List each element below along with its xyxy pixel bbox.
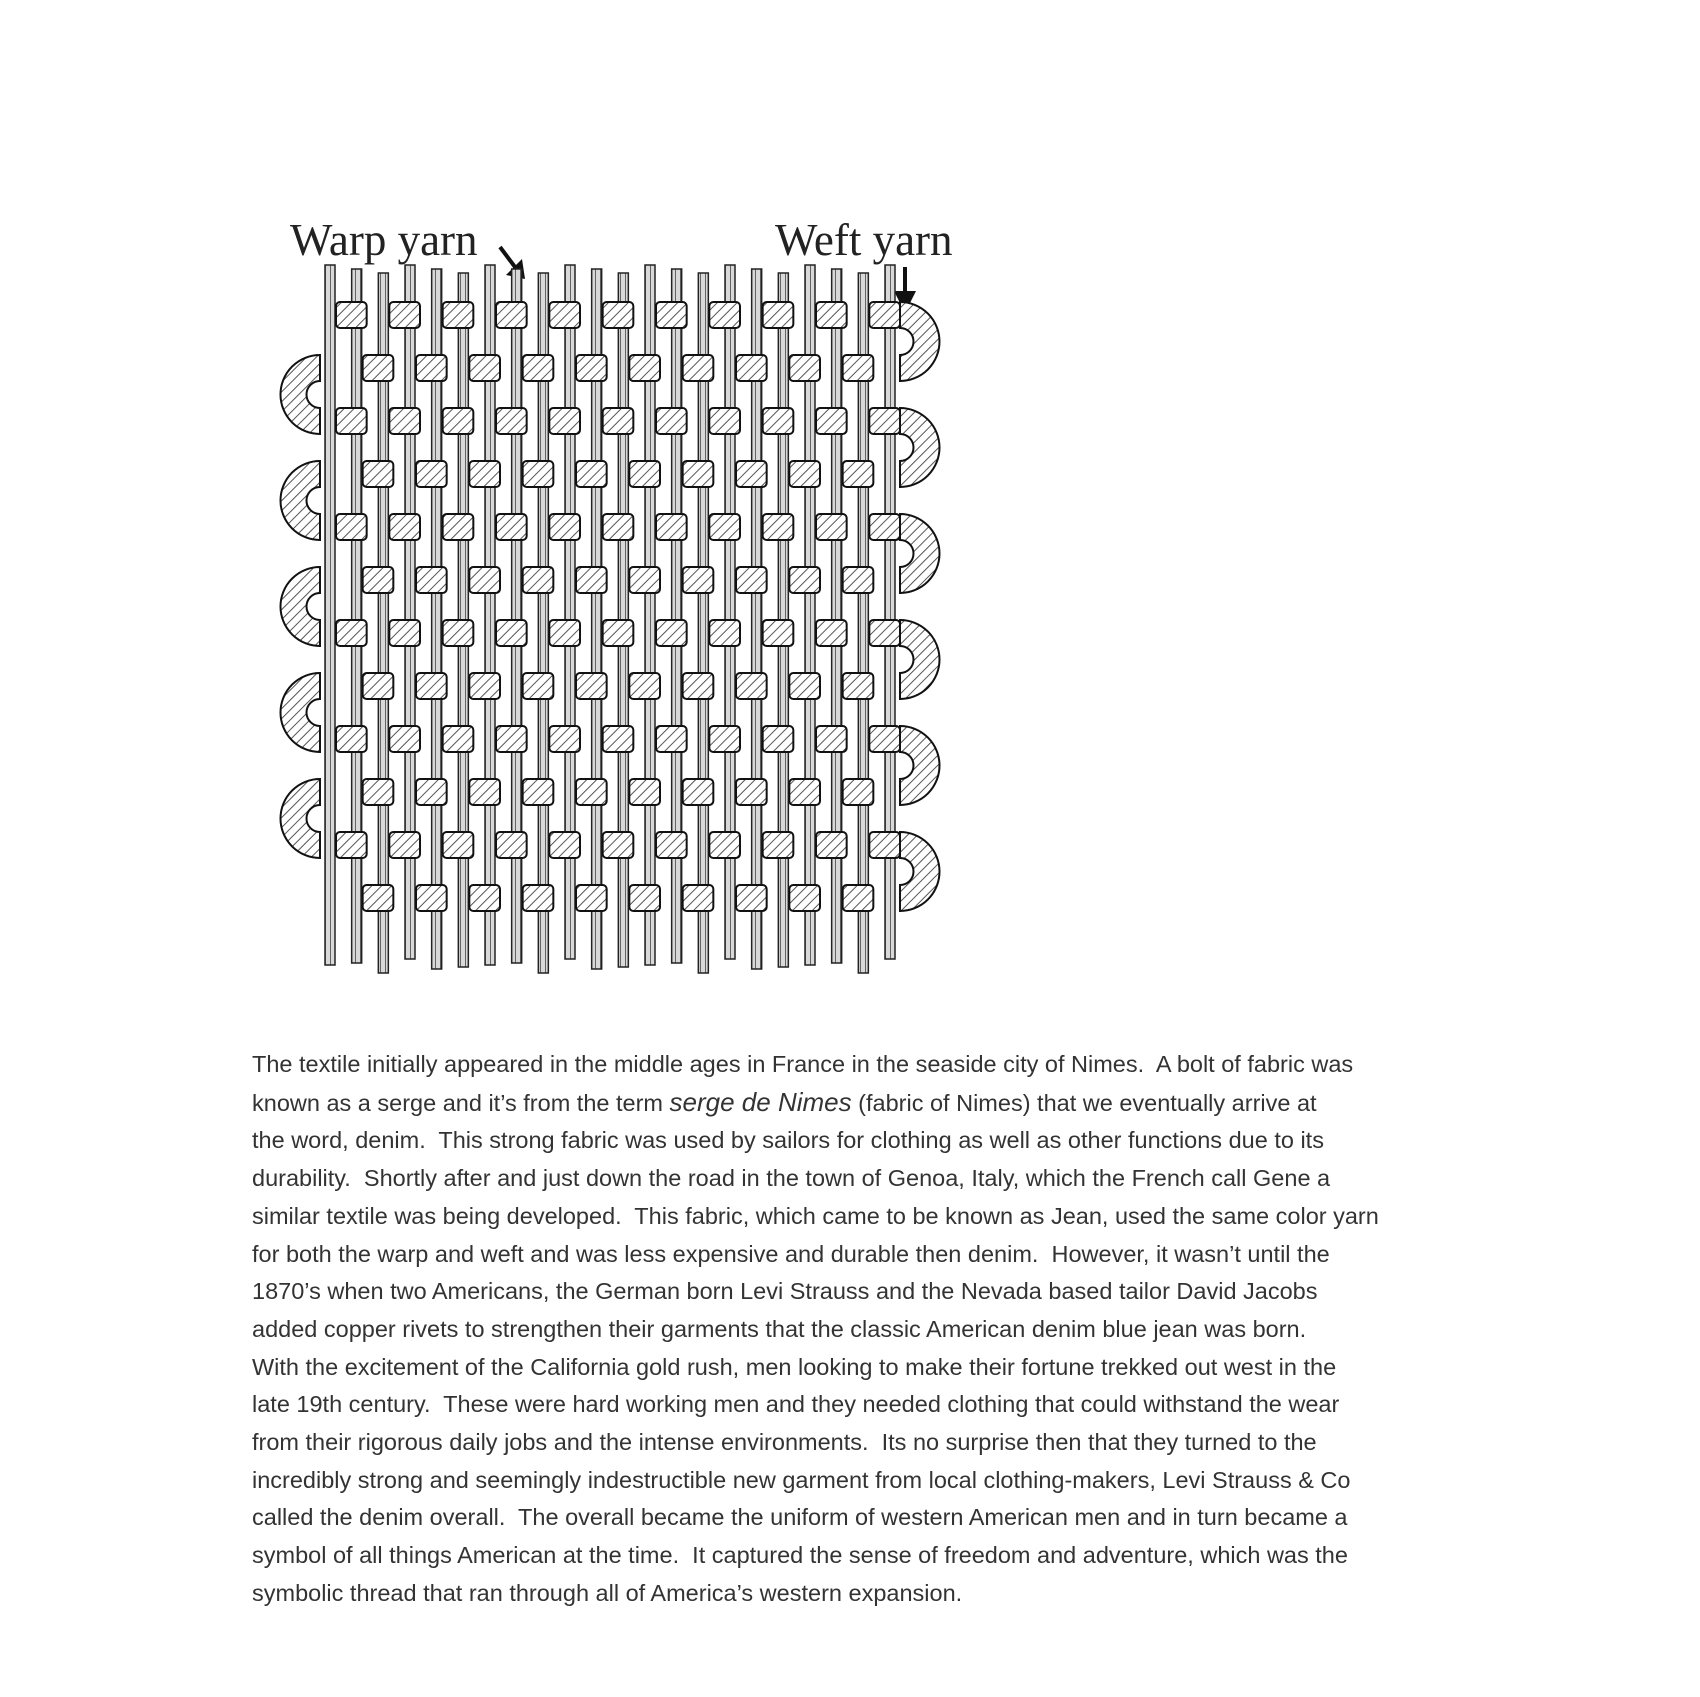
weft-loop (281, 673, 321, 752)
weft-loop (900, 408, 940, 487)
text-line: late 19th century. These were hard working men and they needed clothing that could withstand the wear (252, 1391, 1340, 1418)
weave-diagram (250, 205, 990, 1015)
weft-loop (900, 302, 939, 381)
text-line: incredibly strong and seemingly indestructible new garment from local clothing-makers, Levi Strauss & Co (252, 1466, 1351, 1493)
weft-loop (900, 514, 940, 593)
weft-yarn (336, 302, 900, 328)
text-line: for both the warp and weft and was less expensive and durable then denim. However, it wasn’t until the (252, 1240, 1330, 1267)
text-line: The textile initially appeared in the middle ages in France in the seaside city of Nimes. A bolt of fabric was (252, 1051, 1354, 1077)
weft-yarn (336, 620, 900, 646)
text-line: symbolic thread that ran through all of America’s western expansion. (252, 1579, 963, 1606)
weft-yarn (336, 514, 900, 540)
weft-loop (281, 355, 321, 434)
text-line: symbol of all things American at the time. It captured the sense of freedom and adventure, which was the (252, 1542, 1348, 1569)
body-paragraph (252, 1046, 1492, 1613)
text-line: called the denim overall. The overall became the uniform of western American men and in turn became a (252, 1504, 1348, 1531)
text-line (252, 1084, 1492, 1123)
warp-yarn-label: Warp yarn (290, 215, 478, 265)
weft-loop (900, 620, 940, 699)
warp-yarn (325, 265, 335, 965)
text-line: durability. Shortly after and just down the road in the town of Genoa, Italy, which the French call Gene a (252, 1165, 1331, 1192)
weave-illustration (250, 205, 990, 1015)
weft-loop (281, 461, 321, 540)
text-segment: known as a serge and it’s from the term (252, 1089, 670, 1116)
weft-yarn-label: Weft yarn (775, 215, 953, 265)
italic-term: serge de Nimes (669, 1086, 852, 1117)
weft-loop (281, 567, 321, 646)
weft-yarn (336, 726, 900, 752)
text-line: similar textile was being developed. This fabric, which came to be known as Jean, used the same color yarn (252, 1202, 1379, 1229)
text-line: from their rigorous daily jobs and the intense environments. Its no surprise then that they turned to the (252, 1429, 1317, 1456)
weft-loop (900, 832, 940, 911)
text-line: 1870’s when two Americans, the German born Levi Strauss and the Nevada based tailor David Jacobs (252, 1278, 1318, 1305)
weft-loop (281, 779, 321, 858)
weft-yarn (336, 832, 900, 858)
text-line: With the excitement of the California gold rush, men looking to make their fortune trekked out west in the (252, 1353, 1337, 1380)
text-line: added copper rivets to strengthen their garments that the classic American denim blue jean was born. (252, 1315, 1307, 1342)
text-line: the word, denim. This strong fabric was used by sailors for clothing as well as other functions due to its (252, 1127, 1324, 1154)
weft-loop (900, 726, 940, 805)
weft-yarn (336, 408, 900, 434)
text-segment: (fabric of Nimes) that we eventually arrive at (851, 1089, 1317, 1116)
